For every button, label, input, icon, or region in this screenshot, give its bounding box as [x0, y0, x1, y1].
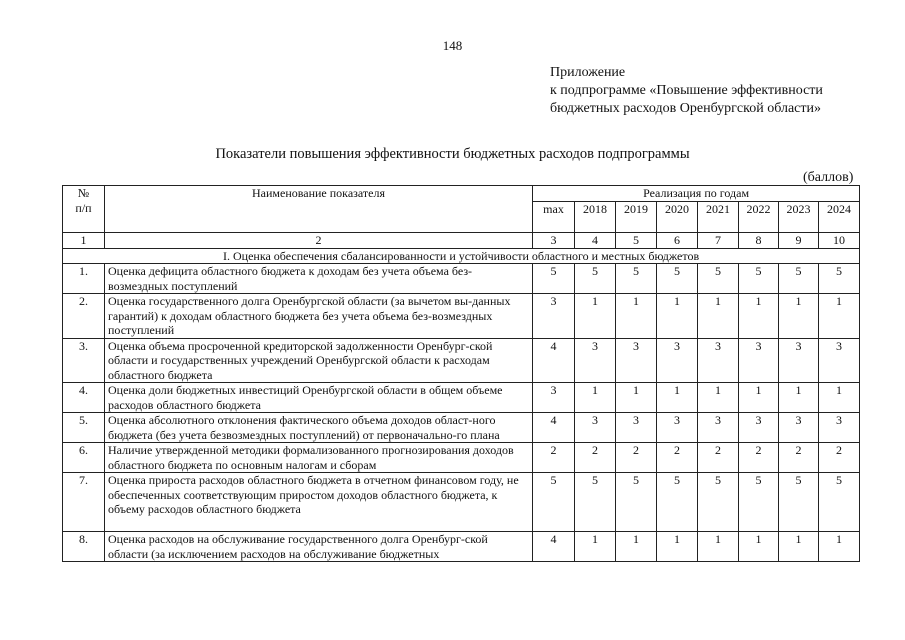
max-score: 5: [533, 473, 575, 532]
table-row: [63, 338, 860, 383]
year-score: 3: [616, 338, 657, 383]
max-score: 4: [533, 338, 575, 383]
year-score: 5: [616, 264, 657, 294]
column-number: 6: [657, 233, 698, 249]
year-header: 2023: [779, 201, 819, 232]
row-number: 1.: [63, 264, 105, 294]
indicator-name: Оценка абсолютного отклонения фактического объема доходов област-ного бюджета (без учета безвозмездных поступлений) от первоначально-го плана: [105, 413, 533, 443]
indicator-name: Оценка дефицита областного бюджета к доходам без учета объема без-возмездных поступлений: [105, 264, 533, 294]
indicator-name: Оценка государственного долга Оренбургской области (за вычетом вы-данных гарантий) к доходам областного бюджета без учета объема без-возмездных поступлений: [105, 294, 533, 339]
year-score: 1: [779, 532, 819, 562]
section-title: I. Оценка обеспечения сбалансированности и устойчивости областного и местных бюджетов: [63, 248, 860, 264]
appendix-line-3: бюджетных расходов Оренбургской области»: [550, 101, 821, 116]
units-label: (баллов): [803, 170, 854, 185]
num-header-line-2: п/п: [75, 200, 92, 215]
year-score: 1: [575, 294, 616, 339]
year-score: 5: [575, 473, 616, 532]
max-header: max: [533, 201, 575, 232]
column-number: 5: [616, 233, 657, 249]
year-score: 3: [819, 413, 860, 443]
appendix-line-2: к подпрограмме «Повышение эффективности: [550, 83, 823, 98]
year-score: 5: [698, 264, 739, 294]
year-score: 5: [657, 264, 698, 294]
year-score: 1: [698, 383, 739, 413]
year-score: 1: [779, 383, 819, 413]
year-header: 2020: [657, 201, 698, 232]
appendix-note: [550, 64, 823, 118]
year-score: 3: [779, 413, 819, 443]
indicator-name: Оценка доли бюджетных инвестиций Оренбургской области в общем объеме расходов областного бюджета: [105, 383, 533, 413]
year-score: 2: [819, 443, 860, 473]
year-score: 2: [616, 443, 657, 473]
table-row: [63, 532, 860, 562]
year-header: 2018: [575, 201, 616, 232]
indicator-name: Оценка объема просроченной кредиторской задолженности Оренбург-ской области и государственных учреждений Оренбургской области к расходам областного бюджета: [105, 338, 533, 383]
year-score: 2: [739, 443, 779, 473]
row-number: 4.: [63, 383, 105, 413]
row-number: 8.: [63, 532, 105, 562]
page-number: 148: [442, 38, 463, 53]
max-score: 3: [533, 383, 575, 413]
name-header: Наименование показателя: [105, 186, 533, 233]
year-score: 5: [819, 264, 860, 294]
column-number: 4: [575, 233, 616, 249]
max-score: 5: [533, 264, 575, 294]
year-header: 2019: [616, 201, 657, 232]
year-score: 5: [657, 473, 698, 532]
year-score: 5: [779, 264, 819, 294]
max-score: 2: [533, 443, 575, 473]
realization-header: Реализация по годам: [533, 186, 860, 202]
table-row: [63, 413, 860, 443]
year-score: 1: [575, 532, 616, 562]
year-score: 5: [575, 264, 616, 294]
table-row: [63, 294, 860, 339]
year-header: 2024: [819, 201, 860, 232]
year-score: 1: [657, 294, 698, 339]
year-score: 1: [657, 383, 698, 413]
max-score: 3: [533, 294, 575, 339]
year-score: 1: [616, 532, 657, 562]
year-score: 2: [779, 443, 819, 473]
table-row: [63, 264, 860, 294]
year-score: 1: [698, 294, 739, 339]
section-row: [63, 248, 860, 264]
year-score: 1: [739, 532, 779, 562]
column-number: 3: [533, 233, 575, 249]
year-score: 1: [575, 383, 616, 413]
year-score: 1: [616, 294, 657, 339]
year-score: 5: [739, 264, 779, 294]
table-row: [63, 383, 860, 413]
year-score: 5: [739, 473, 779, 532]
year-score: 3: [616, 413, 657, 443]
year-score: 3: [575, 413, 616, 443]
year-score: 3: [698, 413, 739, 443]
year-score: 3: [575, 338, 616, 383]
year-score: 1: [819, 294, 860, 339]
column-number: 2: [105, 233, 533, 249]
year-score: 2: [657, 443, 698, 473]
num-header-line-1: №: [77, 186, 90, 200]
year-score: 1: [616, 383, 657, 413]
year-score: 3: [657, 338, 698, 383]
header-row-1: [63, 186, 860, 202]
table-row: [63, 473, 860, 532]
max-score: 4: [533, 413, 575, 443]
column-number: 7: [698, 233, 739, 249]
year-score: 1: [819, 383, 860, 413]
year-score: 1: [739, 294, 779, 339]
column-number: 10: [819, 233, 860, 249]
max-score: 4: [533, 532, 575, 562]
year-score: 5: [698, 473, 739, 532]
year-score: 2: [698, 443, 739, 473]
year-score: 5: [779, 473, 819, 532]
appendix-line-1: Приложение: [550, 65, 626, 80]
year-score: 1: [698, 532, 739, 562]
indicators-table: [62, 185, 860, 562]
row-number: 3.: [63, 338, 105, 383]
indicator-name: Наличие утвержденной методики формализованного прогнозирования доходов областного бюджета по основным налогам и сборам: [105, 443, 533, 473]
row-number: 6.: [63, 443, 105, 473]
year-score: 3: [657, 413, 698, 443]
column-number: 9: [779, 233, 819, 249]
row-number: 2.: [63, 294, 105, 339]
year-score: 5: [819, 473, 860, 532]
year-score: 5: [616, 473, 657, 532]
year-header: 2021: [698, 201, 739, 232]
year-score: 1: [819, 532, 860, 562]
num-header: [63, 186, 105, 233]
indicator-rows: [63, 264, 860, 562]
year-score: 3: [698, 338, 739, 383]
column-number: 1: [63, 233, 105, 249]
year-score: 2: [575, 443, 616, 473]
year-score: 1: [779, 294, 819, 339]
year-score: 3: [739, 338, 779, 383]
indicator-name: Оценка расходов на обслуживание государственного долга Оренбург-ской области (за исключением расходов на обслуживание бюджетных: [105, 532, 533, 562]
table-row: [63, 443, 860, 473]
row-number: 7.: [63, 473, 105, 532]
year-score: 1: [657, 532, 698, 562]
column-number: 8: [739, 233, 779, 249]
year-score: 3: [779, 338, 819, 383]
year-score: 3: [819, 338, 860, 383]
indicator-name: Оценка прироста расходов областного бюджета в отчетном финансовом году, не обеспеченных соответствующим приростом доходов областного бюджета, к объему расходов областного бюджета: [105, 473, 533, 532]
document-title: Показатели повышения эффективности бюджетных расходов подпрограммы: [215, 146, 690, 162]
column-number-row: [63, 233, 860, 249]
year-header: 2022: [739, 201, 779, 232]
row-number: 5.: [63, 413, 105, 443]
year-score: 1: [739, 383, 779, 413]
year-score: 3: [739, 413, 779, 443]
